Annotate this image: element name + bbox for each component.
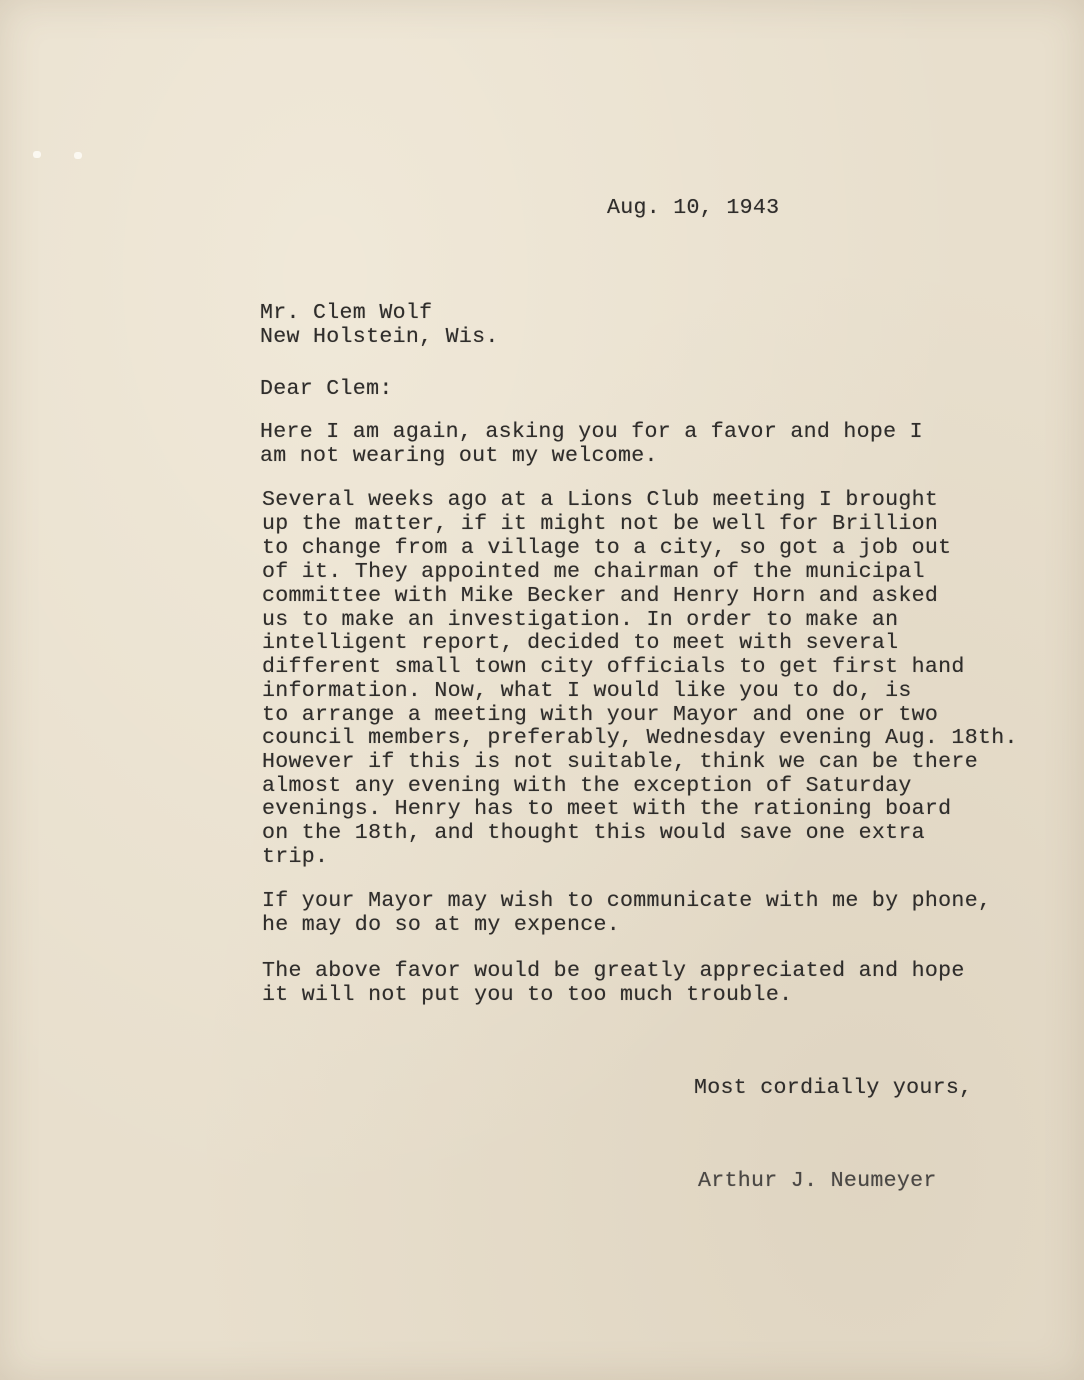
paragraph-2-line: to arrange a meeting with your Mayor and one or two [262, 703, 939, 727]
paragraph-2-line: to change from a village to a city, so got a job out [262, 536, 952, 560]
paragraph-4-line: it will not put you to too much trouble. [262, 983, 793, 1007]
paragraph-2-line: committee with Mike Becker and Henry Horn and asked [262, 584, 939, 608]
paragraph-2-line: on the 18th, and thought this would save one extra [262, 821, 925, 845]
paragraph-2-line: intelligent report, decided to meet with several [262, 631, 899, 655]
letter-date: Aug. 10, 1943 [607, 196, 780, 220]
paragraph-2-line: us to make an investigation. In order to make an [262, 608, 899, 632]
paragraph-2-line: However if this is not suitable, think we can be there [262, 750, 978, 774]
paragraph-2-line: information. Now, what I would like you to do, is [262, 679, 912, 703]
paragraph-3-line: he may do so at my expence. [262, 913, 620, 937]
punch-hole [74, 152, 82, 159]
recipient-name: Mr. Clem Wolf [260, 301, 433, 325]
paragraph-3-line: If your Mayor may wish to communicate with me by phone, [262, 889, 992, 913]
paragraph-2-line: council members, preferably, Wednesday evening Aug. 18th. [262, 726, 1018, 750]
paragraph-2-line: of it. They appointed me chairman of the municipal [262, 560, 925, 584]
paragraph-1-line: am not wearing out my welcome. [260, 444, 658, 468]
recipient-address: New Holstein, Wis. [260, 325, 499, 349]
paragraph-4-line: The above favor would be greatly appreciated and hope [262, 959, 965, 983]
paragraph-2-line: different small town city officials to get first hand [262, 655, 965, 679]
punch-hole [33, 151, 41, 158]
closing: Most cordially yours, [694, 1076, 973, 1100]
paragraph-2-line: trip. [262, 845, 329, 869]
signature-typed-name: Arthur J. Neumeyer [698, 1169, 937, 1193]
paragraph-2-line: evenings. Henry has to meet with the rationing board [262, 797, 952, 821]
paragraph-2-line: up the matter, if it might not be well for Brillion [262, 512, 939, 536]
salutation: Dear Clem: [260, 377, 393, 401]
paragraph-2-line: Several weeks ago at a Lions Club meeting I brought [262, 488, 939, 512]
paragraph-1-line: Here I am again, asking you for a favor and hope I [260, 420, 923, 444]
paragraph-2-line: almost any evening with the exception of Saturday [262, 774, 912, 798]
